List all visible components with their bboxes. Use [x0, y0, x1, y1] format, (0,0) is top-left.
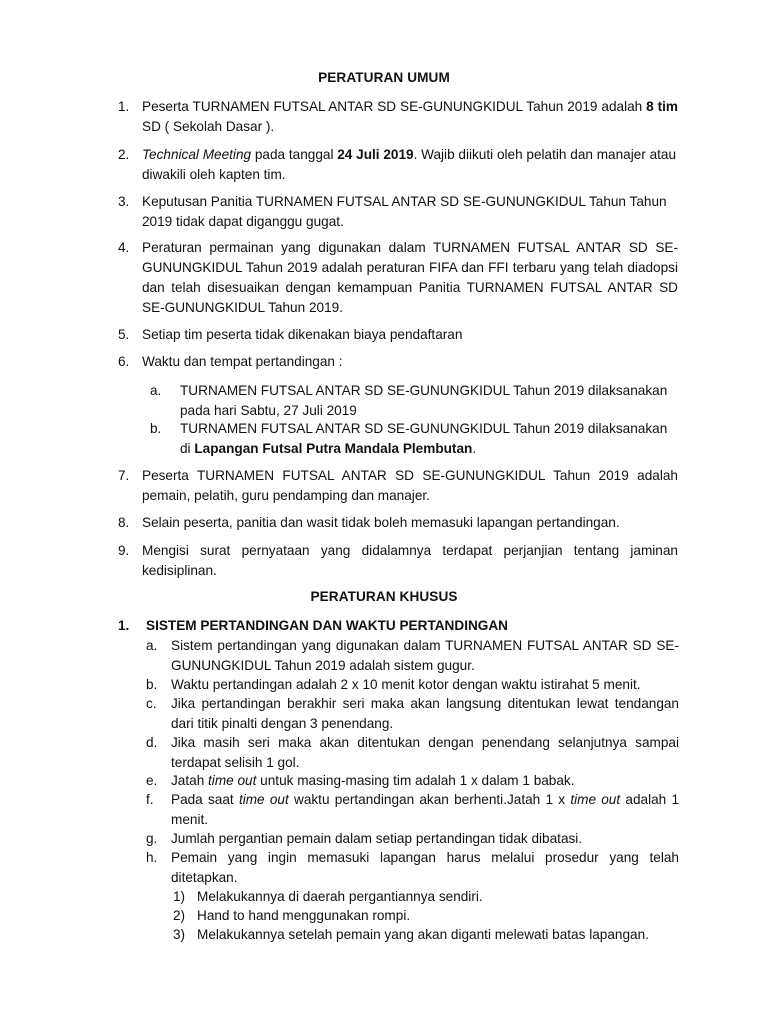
item-text-italic: time out	[208, 773, 257, 788]
item-text-italic-2: time out	[570, 792, 621, 807]
item-letter: c.	[146, 696, 157, 711]
item-letter: g.	[146, 831, 158, 846]
subitem-number: 2)	[173, 908, 186, 923]
item-text: Pemain yang ingin memasuki lapangan harus melalui prosedur yang telah ditetapkan.	[171, 850, 679, 885]
item-text: Mengisi surat pernyataan yang didalamnya terdapat perjanjian tentang jaminan kedisiplinan.	[142, 543, 678, 578]
subitem-text	[180, 419, 678, 459]
item-text	[142, 97, 678, 137]
subitem-letter: a.	[150, 383, 162, 398]
item-text: Keputusan Panitia TURNAMEN FUTSAL ANTAR SD SE-GUNUNGKIDUL Tahun Tahun 2019 tidak dapat diganggu gugat.	[142, 194, 667, 229]
item-number: 5.	[118, 327, 130, 342]
item-text: Sistem pertandingan yang digunakan dalam TURNAMEN FUTSAL ANTAR SD SE-GUNUNGKIDUL Tahun 2019 adalah sistem gugur.	[171, 638, 679, 673]
item-text: Peserta TURNAMEN FUTSAL ANTAR SD SE-GUNUNGKIDUL Tahun 2019 adalah pemain, pelatih, guru pendamping dan manajer.	[142, 468, 678, 503]
subitem-text: TURNAMEN FUTSAL ANTAR SD SE-GUNUNGKIDUL Tahun 2019 dilaksanakan pada hari Sabtu, 27 Juli 2019	[180, 383, 668, 418]
item-text-pre: Pada saat	[171, 792, 239, 807]
subitem-letter: b.	[150, 421, 162, 436]
item-text: Peraturan permainan yang digunakan dalam TURNAMEN FUTSAL ANTAR SD SE-GUNUNGKIDUL Tahun 2019 adalah peraturan FIFA dan FFI terbaru yang telah diadopsi dan telah disesuaikan dengan kemampuan Panitia TURNAMEN FUTSAL ANTAR SD SE-GUNUNGKIDUL Tahun 2019.	[142, 240, 678, 315]
item-number: 4.	[118, 240, 130, 255]
item-number: 8.	[118, 515, 130, 530]
item-letter: e.	[146, 773, 158, 788]
subitem-text: Hand to hand menggunakan rompi.	[197, 908, 411, 923]
item-text-bold: 8 tim	[646, 99, 678, 114]
item-number: 9.	[118, 543, 130, 558]
item-text: Setiap tim peserta tidak dikenakan biaya pendaftaran	[142, 327, 463, 342]
item-number: 2.	[118, 147, 130, 162]
item-number: 3.	[118, 194, 130, 209]
item-text-pre: Jatah	[171, 773, 209, 788]
item-letter: b.	[146, 677, 158, 692]
item-number: 6.	[118, 354, 130, 369]
item-text	[171, 790, 679, 830]
item-text-pre: Peserta TURNAMEN FUTSAL ANTAR SD SE-GUNUNGKIDUL Tahun 2019 adalah	[142, 99, 647, 114]
item-text-post: . Wajib diikuti oleh pelatih dan manajer atau diwakili oleh kapten tim.	[142, 147, 677, 182]
item-text-bold: 24 Juli 2019	[337, 147, 414, 162]
item-text: Jumlah pergantian pemain dalam setiap pertandingan tidak dibatasi.	[171, 831, 583, 846]
item-text	[142, 145, 678, 185]
subitem-text-post: .	[472, 441, 477, 456]
item-text: Waktu dan tempat pertandingan :	[142, 354, 343, 369]
item-letter: d.	[146, 735, 158, 750]
item-text: Jika masih seri maka akan ditentukan dengan penendang selanjutnya sampai terdapat selisih 1 gol.	[171, 735, 679, 770]
item-text-mid: waktu pertandingan akan berhenti.Jatah 1 x	[288, 792, 571, 807]
item-text: Selain peserta, panitia dan wasit tidak boleh memasuki lapangan pertandingan.	[142, 515, 620, 530]
item-letter: a.	[146, 638, 158, 653]
subitem-text-pre: TURNAMEN FUTSAL ANTAR SD SE-GUNUNGKIDUL Tahun 2019 dilaksanakan di	[180, 421, 668, 456]
item-text	[171, 771, 679, 791]
heading-peraturan-umum: PERATURAN UMUM	[318, 70, 450, 85]
item-text-post: adalah 1 menit.	[171, 792, 680, 827]
item-number: 1.	[118, 99, 130, 114]
heading-peraturan-khusus: PERATURAN KHUSUS	[310, 589, 458, 604]
subitem-text-bold: Lapangan Futsal Putra Mandala Plembutan	[194, 441, 473, 456]
section-number: 1.	[118, 618, 130, 633]
subitem-text: Melakukannya di daerah pergantiannya sendiri.	[197, 889, 483, 904]
item-text-post: untuk masing-masing tim adalah 1 x dalam 1 babak.	[256, 773, 575, 788]
subitem-number: 3)	[173, 927, 186, 942]
item-text-mid: pada tanggal	[251, 147, 338, 162]
subitem-text: Melakukannya setelah pemain yang akan diganti melewati batas lapangan.	[197, 927, 649, 942]
item-letter: h.	[146, 850, 158, 865]
section-title: SISTEM PERTANDINGAN DAN WAKTU PERTANDINGAN	[146, 618, 508, 633]
item-text-italic: Technical Meeting	[142, 147, 252, 162]
item-text: Waktu pertandingan adalah 2 x 10 menit kotor dengan waktu istirahat 5 menit.	[171, 677, 641, 692]
item-text-italic: time out	[238, 792, 289, 807]
item-letter: f.	[146, 792, 154, 807]
item-text-post: SD ( Sekolah Dasar ).	[142, 119, 275, 134]
item-number: 7.	[118, 468, 130, 483]
subitem-number: 1)	[173, 889, 186, 904]
item-text: Jika pertandingan berakhir seri maka akan langsung ditentukan lewat tendangan dari titik pinalti dengan 3 penendang.	[171, 696, 679, 731]
